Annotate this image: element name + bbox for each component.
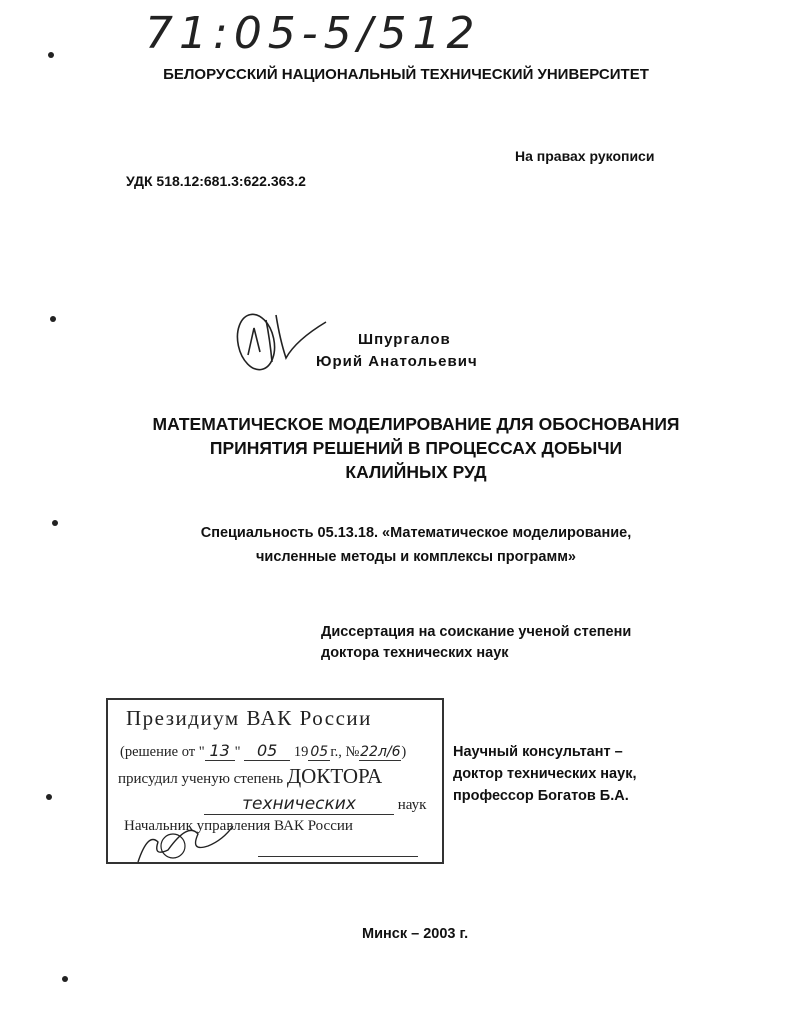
scan-hole-mark <box>46 794 52 800</box>
degree-line-1: Диссертация на соискание ученой степени <box>321 624 632 640</box>
university-name: БЕЛОРУССКИЙ НАЦИОНАЛЬНЫЙ ТЕХНИЧЕСКИЙ УНИВЕРСИТЕТ <box>163 66 649 83</box>
stamp-signature-line <box>258 856 418 857</box>
stamp-title: Президиум ВАК России <box>126 706 372 730</box>
consultant-line-3: профессор Богатов Б.А. <box>453 788 629 804</box>
scan-hole-mark <box>50 316 56 322</box>
specialty-line-2: численные методы и комплексы программ» <box>256 549 576 565</box>
stamp-degree-word: ДОКТОРА <box>286 764 383 788</box>
stamp-field-suffix: наук <box>397 797 427 813</box>
stamp-day: 13 <box>205 741 235 761</box>
city-year: Минск – 2003 г. <box>362 926 469 942</box>
scan-hole-mark <box>48 52 54 58</box>
vak-stamp <box>106 698 444 864</box>
manuscript-note: На правах рукописи <box>515 148 655 164</box>
stamp-quote-open: " <box>198 744 205 760</box>
stamp-awarded-line <box>118 764 382 789</box>
scan-hole-mark <box>62 976 68 982</box>
stamp-month: 05 <box>244 741 290 761</box>
consultant-block <box>453 741 636 807</box>
stamp-awarded-text: присудил ученую степень <box>118 771 284 787</box>
specialty-line-1: Специальность 05.13.18. «Математическое моделирование, <box>200 525 632 541</box>
stamp-head-title: Начальник управления ВАК России <box>124 818 353 834</box>
stamp-decision-line <box>120 741 406 761</box>
stamp-year-prefix: 19 <box>293 744 309 760</box>
stamp-quote-close: " <box>234 744 241 760</box>
stamp-signature <box>128 812 248 866</box>
author-surname: Шпургалов <box>358 331 451 348</box>
stamp-field-hand: технических <box>204 794 394 815</box>
udc-code: УДК 518.12:681.3:622.363.2 <box>126 173 306 189</box>
dissertation-title-line-3: КАЛИЙНЫХ РУД <box>345 462 487 482</box>
stamp-closing-paren: ) <box>401 744 407 760</box>
archive-number-handwritten: 71:05-5/512 <box>145 8 481 59</box>
stamp-year-hand: 05 <box>308 744 330 761</box>
author-given-names: Юрий Анатольевич <box>316 353 478 370</box>
stamp-year-suffix: г., <box>330 744 342 760</box>
degree-line-2: доктора технических наук <box>321 645 509 661</box>
consultant-line-1: Научный консультант – <box>453 744 623 760</box>
stamp-decision-prefix: (решение от <box>120 744 196 760</box>
scan-hole-mark <box>52 520 58 526</box>
stamp-number: 22л/6 <box>360 744 401 760</box>
consultant-line-2: доктор технических наук, <box>453 766 637 782</box>
dissertation-title-line-2: ПРИНЯТИЯ РЕШЕНИЙ В ПРОЦЕССАХ ДОБЫЧИ <box>209 438 623 458</box>
stamp-number-label: № <box>345 744 360 760</box>
dissertation-title-line-1: МАТЕМАТИЧЕСКОЕ МОДЕЛИРОВАНИЕ ДЛЯ ОБОСНОВАНИЯ <box>152 414 680 434</box>
